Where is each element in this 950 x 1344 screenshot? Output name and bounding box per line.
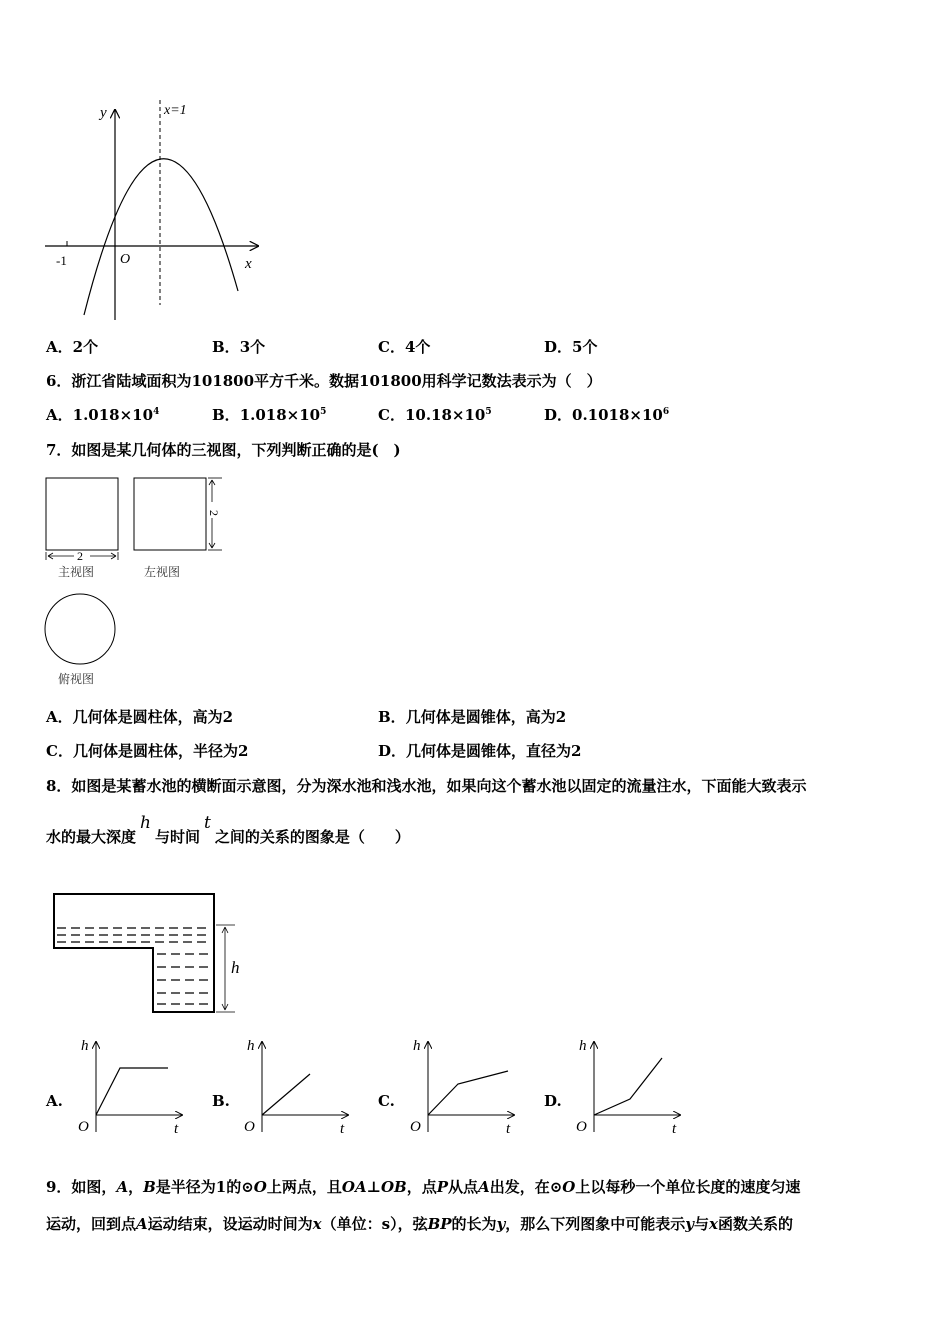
reservoir-outline: [54, 894, 214, 1012]
origin-label: O: [120, 252, 131, 267]
svg-text:t: t: [340, 1121, 345, 1137]
parabola-graph: [40, 95, 280, 330]
q7-stem: 7．如图是某几何体的三视图，下列判断正确的是( ): [46, 441, 401, 459]
q8-graph-c[interactable]: [404, 1032, 524, 1137]
left-view-square: [134, 478, 206, 550]
y-axis-label: y: [100, 105, 107, 121]
svg-text:h: h: [413, 1038, 421, 1054]
graph-c-curve: [428, 1071, 508, 1115]
q6-option-a[interactable]: A．$1.018\times 10^4$: [46, 406, 160, 424]
q6-option-d[interactable]: D．$0.1018\times 10^6$: [544, 406, 670, 424]
x-axis-label: x: [245, 256, 252, 272]
diagram-h-label: h: [231, 958, 240, 977]
q7-option-c[interactable]: C．几何体是圆柱体，半径为2: [46, 742, 249, 760]
svg-text:t: t: [672, 1121, 677, 1137]
q6-option-b[interactable]: B．$1.018\times 10^5$: [212, 406, 327, 424]
q7-option-d[interactable]: D．几何体是圆锥体，直径为2: [378, 742, 582, 760]
left-dim-label: 2: [207, 510, 221, 516]
front-view-square: [46, 478, 118, 550]
q8-stem-line1: 8．如图是某蓄水池的横断面示意图，分为深水池和浅水池，如果向这个蓄水池以固定的流量注水，下面能大致表示: [46, 777, 807, 795]
three-views-diagram: [40, 472, 240, 692]
top-view-caption: 俯视图: [58, 672, 95, 686]
neg-one-label: -1: [56, 253, 67, 268]
q8-option-c[interactable]: C.: [378, 1092, 395, 1110]
q5-option-d[interactable]: D．5个: [544, 338, 598, 356]
front-view-caption: 主视图: [58, 565, 95, 579]
svg-text:O: O: [410, 1119, 421, 1135]
q8-option-a[interactable]: A.: [46, 1092, 63, 1110]
q8-stem-line2: 水的最大深度h与时间t之间的关系的图象是（ ）: [46, 813, 410, 846]
svg-text:O: O: [576, 1119, 587, 1135]
reservoir-diagram: [45, 888, 260, 1018]
q8-option-b[interactable]: B.: [212, 1092, 230, 1110]
q8-graph-a[interactable]: [72, 1032, 192, 1137]
graph-b-curve: [262, 1074, 310, 1115]
q5-option-a[interactable]: A．2个: [46, 338, 99, 356]
q5-option-c[interactable]: C．4个: [378, 338, 431, 356]
svg-text:t: t: [174, 1121, 179, 1137]
svg-text:h: h: [247, 1038, 255, 1054]
left-view-caption: 左视图: [144, 565, 181, 579]
svg-text:O: O: [78, 1119, 89, 1135]
q7-option-b[interactable]: B．几何体是圆锥体，高为2: [378, 708, 567, 726]
graph-d-curve: [594, 1058, 662, 1115]
front-dim-label: 2: [77, 549, 83, 563]
parabola-curve: [84, 159, 238, 315]
top-view-circle: [45, 594, 115, 664]
graph-a-curve: [96, 1068, 168, 1115]
var-h: h: [140, 813, 151, 833]
q6-stem: 6．浙江省陆域面积为101800平方千米。数据101800用科学记数法表示为（ ）: [46, 372, 602, 390]
svg-text:h: h: [579, 1038, 587, 1054]
svg-text:t: t: [506, 1121, 511, 1137]
svg-text:h: h: [81, 1038, 89, 1054]
q7-option-a[interactable]: A．几何体是圆柱体，高为2: [46, 708, 234, 726]
q8-option-d[interactable]: D.: [544, 1092, 562, 1110]
q8-graph-b[interactable]: [238, 1032, 358, 1137]
var-t: t: [203, 813, 211, 833]
q9-stem-line1: 9．如图，A，B是半径为1的⊙O上两点，且OA⊥OB，点P从点A出发，在⊙O上以每秒一个单位长度的速度匀速: [46, 1178, 801, 1196]
q8-graph-d[interactable]: [570, 1032, 690, 1137]
q5-option-b[interactable]: B．3个: [212, 338, 266, 356]
symmetry-label: x=1: [164, 103, 187, 118]
q9-stem-line2: 运动，回到点A运动结束，设运动时间为x（单位：s），弦BP的长为y，那么下列图象中可能表示y与x函数关系的: [46, 1215, 793, 1233]
svg-text:O: O: [244, 1119, 255, 1135]
q6-option-c[interactable]: C．$10.18\times 10^5$: [378, 406, 492, 424]
